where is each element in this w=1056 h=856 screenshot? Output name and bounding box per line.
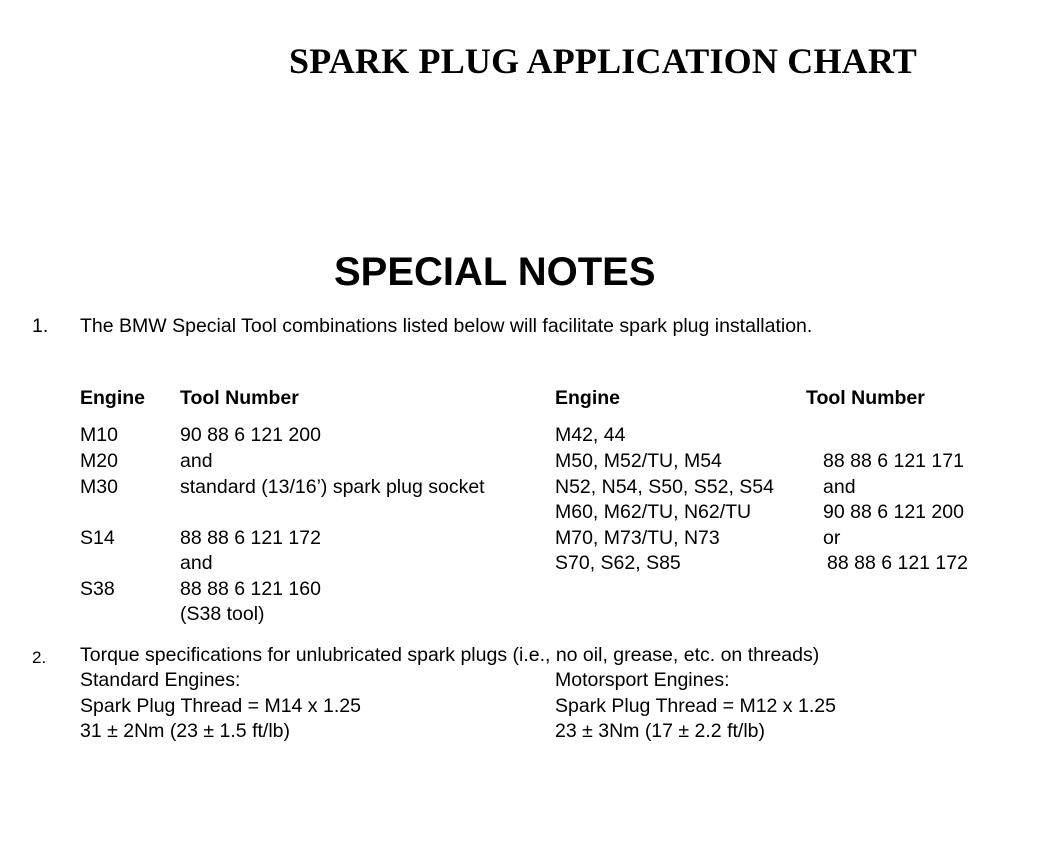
section-title: SPECIAL NOTES: [334, 250, 656, 294]
left-row-engine: S14: [80, 527, 115, 549]
note-2-number: 2.: [32, 648, 47, 667]
right-row-engine: M42, 44: [555, 424, 626, 446]
left-row-tool: standard (13/16’) spark plug socket: [180, 476, 485, 498]
left-row-tool: 88 88 6 121 160: [180, 578, 321, 600]
left-row-tool: 88 88 6 121 172: [180, 527, 321, 549]
right-tool-header: Tool Number: [806, 387, 925, 409]
note-1-number: 1.: [32, 315, 49, 337]
motorsport-engines-heading: Motorsport Engines:: [555, 669, 730, 691]
left-row-tool: and: [180, 552, 213, 574]
left-engine-header: Engine: [80, 387, 146, 409]
left-row-engine: M20: [80, 450, 118, 472]
right-row-engine: S70, S62, S85: [555, 552, 681, 574]
left-row-tool: (S38 tool): [180, 603, 265, 625]
standard-thread-spec: Spark Plug Thread = M14 x 1.25: [80, 695, 361, 717]
left-row-engine: M30: [80, 476, 118, 498]
left-row-engine: S38: [80, 578, 115, 600]
motorsport-thread-spec: Spark Plug Thread = M12 x 1.25: [555, 695, 836, 717]
left-row-tool: and: [180, 450, 213, 472]
note-2-text: Torque specifications for unlubricated spark plugs (i.e., no oil, grease, etc. on threads): [80, 644, 820, 666]
right-row-tool: 90 88 6 121 200: [823, 501, 964, 523]
right-row-engine: M70, M73/TU, N73: [555, 527, 720, 549]
right-engine-header: Engine: [555, 387, 621, 409]
right-row-tool: and: [823, 476, 856, 498]
left-tool-header: Tool Number: [180, 387, 299, 409]
right-row-engine: M50, M52/TU, M54: [555, 450, 722, 472]
right-row-tool: or: [823, 527, 841, 549]
page-title-text: SPARK PLUG APPLICATION CHART: [288, 41, 918, 81]
page-title: [0, 40, 1056, 82]
standard-torque-spec: 31 ± 2Nm (23 ± 1.5 ft/lb): [80, 720, 290, 742]
right-row-tool: 88 88 6 121 172: [827, 552, 968, 574]
left-row-tool: 90 88 6 121 200: [180, 424, 321, 446]
right-row-engine: M60, M62/TU, N62/TU: [555, 501, 752, 523]
right-row-tool: 88 88 6 121 171: [823, 450, 964, 472]
standard-engines-heading: Standard Engines:: [80, 669, 241, 691]
right-row-engine: N52, N54, S50, S52, S54: [555, 476, 774, 498]
motorsport-torque-spec: 23 ± 3Nm (17 ± 2.2 ft/lb): [555, 720, 765, 742]
left-row-engine: M10: [80, 424, 118, 446]
note-1-text: The BMW Special Tool combinations listed below will facilitate spark plug installation.: [80, 315, 813, 337]
